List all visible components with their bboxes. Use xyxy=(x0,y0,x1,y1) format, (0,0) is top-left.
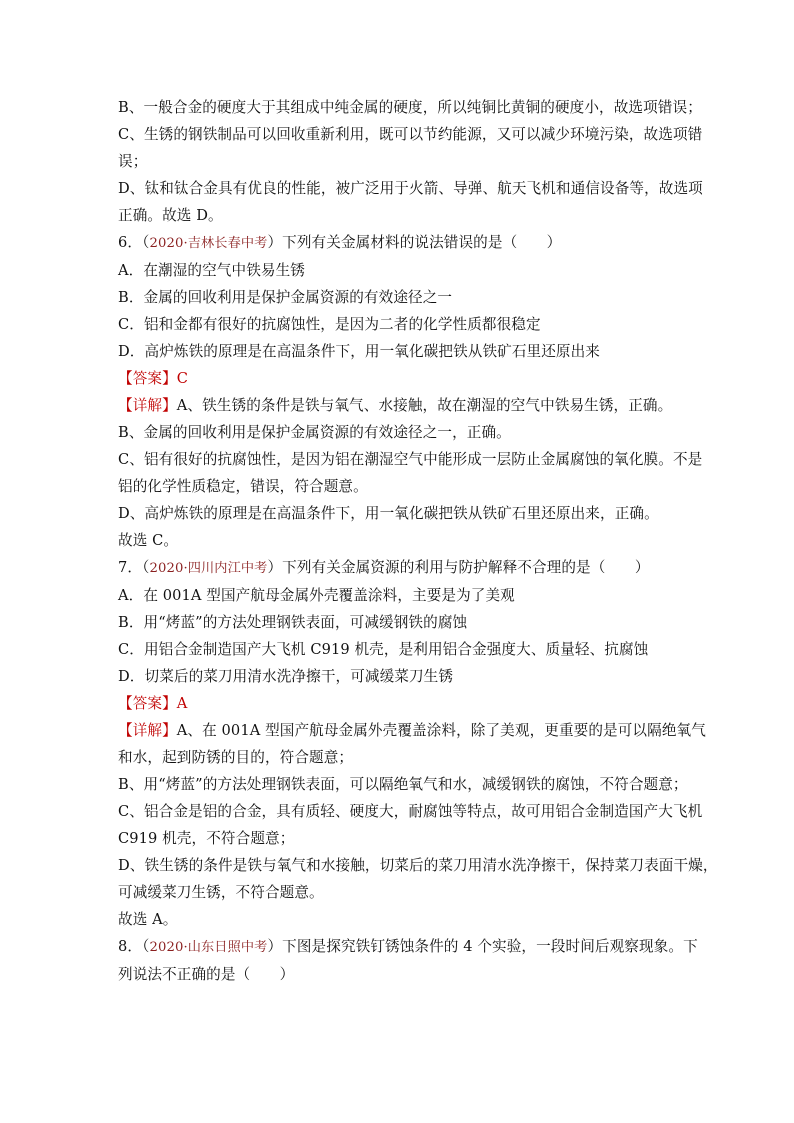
q7-stem xyxy=(118,554,684,582)
q6-detail-line1 xyxy=(118,392,684,419)
q5-explanation-d-line2: 正确。故选 D。 xyxy=(118,207,223,224)
q5-explanation-d-line1: D、钛和钛合金具有优良的性能，被广泛用于火箭、导弹、航天飞机和通信设备等，故选项 xyxy=(118,180,703,197)
q6-option-a: A．在潮湿的空气中铁易生锈 xyxy=(118,262,305,279)
q6-detail-line2: B、金属的回收利用是保护金属资源的有效途径之一，正确。 xyxy=(118,424,511,441)
q8-source: 2020·山东日照中考 xyxy=(149,940,268,955)
q6-option-b: B．金属的回收利用是保护金属资源的有效途径之一 xyxy=(118,289,453,306)
q6-answer-value: C xyxy=(176,370,189,387)
q7-option-c: C．用铝合金制造国产大飞机 C919 机壳，是利用铝合金强度大、质量轻、抗腐蚀 xyxy=(118,641,649,658)
q7-detail-line3: B、用“烤蓝”的方法处理钢铁表面，可以隔绝氧气和水，减缓钢铁的腐蚀，不符合题意； xyxy=(118,776,688,793)
q8-stem-line1 xyxy=(118,933,698,961)
q6-detail-line5: D、高炉炼铁的原理是在高温条件下，用一氧化碳把铁从铁矿石里还原出来，正确。 xyxy=(118,505,659,522)
q7-detail-line6: D、铁生锈的条件是铁与氧气和水接触，切菜后的菜刀用清水洗净擦干，保持菜刀表面干燥， xyxy=(118,857,718,874)
q6-answer-tag: 【答案】 xyxy=(118,370,177,387)
q5-explanation-c-line2: 误； xyxy=(118,153,148,170)
document-content xyxy=(118,94,718,988)
q7-detail-line2: 和水，起到防锈的目的，符合题意； xyxy=(118,749,354,766)
q7-option-b: B．用“烤蓝”的方法处理钢铁表面，可减缓钢铁的腐蚀 xyxy=(118,614,468,631)
q7-answer xyxy=(118,690,684,717)
q6-option-d: D．高炉炼铁的原理是在高温条件下，用一氧化碳把铁从铁矿石里还原出来 xyxy=(118,343,601,360)
q6-source: 2020·吉林长春中考 xyxy=(149,236,268,251)
q7-source: 2020·四川内江中考 xyxy=(149,561,268,576)
q8-number: 8．（ xyxy=(118,938,150,955)
q5-explanation-b: B、一般合金的硬度大于其组成中纯金属的硬度，所以纯铜比黄铜的硬度小，故选项错误； xyxy=(118,99,702,116)
q7-number: 7．（ xyxy=(118,559,150,576)
q6-detail-text: A、铁生锈的条件是铁与氧气、水接触，故在潮湿的空气中铁易生锈，正确。 xyxy=(176,397,673,414)
q6-detail-line6: 故选 C。 xyxy=(118,532,179,549)
q7-detail-line4: C、铝合金是铝的合金，具有质轻、硬度大，耐腐蚀等特点，故可用铝合金制造国产大飞机 xyxy=(118,803,703,820)
q6-detail-line3: C、铝有很好的抗腐蚀性，是因为铝在潮湿空气中能形成一层防止金属腐蚀的氧化膜。不是 xyxy=(118,451,703,468)
q7-option-d: D．切菜后的菜刀用清水洗净擦干，可减缓菜刀生锈 xyxy=(118,668,454,685)
q7-option-a: A．在 001A 型国产航母金属外壳覆盖涂料，主要是为了美观 xyxy=(118,587,515,604)
q6-number: 6．（ xyxy=(118,234,150,251)
q7-detail-line8: 故选 A。 xyxy=(118,911,178,928)
q8-stem-text: ）下图是探究铁钉锈蚀条件的 4 个实验，一段时间后观察现象。下 xyxy=(267,938,698,955)
q7-detail-line1 xyxy=(118,717,706,744)
q7-detail-text: A、在 001A 型国产航母金属外壳覆盖涂料，除了美观，更重要的是可以隔绝氧气 xyxy=(176,722,706,739)
q6-option-c: C．铝和金都有很好的抗腐蚀性，是因为二者的化学性质都很稳定 xyxy=(118,316,541,333)
q6-stem-text: ）下列有关金属材料的说法错误的是（ ） xyxy=(267,234,562,251)
q5-explanation-c-line1: C、生锈的钢铁制品可以回收重新利用，既可以节约能源，又可以减少环境污染，故选项错 xyxy=(118,126,703,143)
q7-stem-text: ）下列有关金属资源的利用与防护解释不合理的是（ ） xyxy=(267,559,650,576)
q8-stem-line2: 列说法不正确的是（ ） xyxy=(118,966,295,983)
q7-detail-line5: C919 机壳，不符合题意； xyxy=(118,830,295,847)
q6-detail-tag: 【详解】 xyxy=(118,397,177,414)
q6-answer xyxy=(118,365,684,392)
q7-detail-line7: 可减缓菜刀生锈，不符合题意。 xyxy=(118,884,324,901)
q7-answer-tag: 【答案】 xyxy=(118,695,177,712)
q7-answer-value: A xyxy=(176,695,188,712)
q6-detail-line4: 铝的化学性质稳定，错误，符合题意。 xyxy=(118,478,368,495)
q7-detail-tag: 【详解】 xyxy=(118,722,177,739)
q6-stem xyxy=(118,229,684,257)
